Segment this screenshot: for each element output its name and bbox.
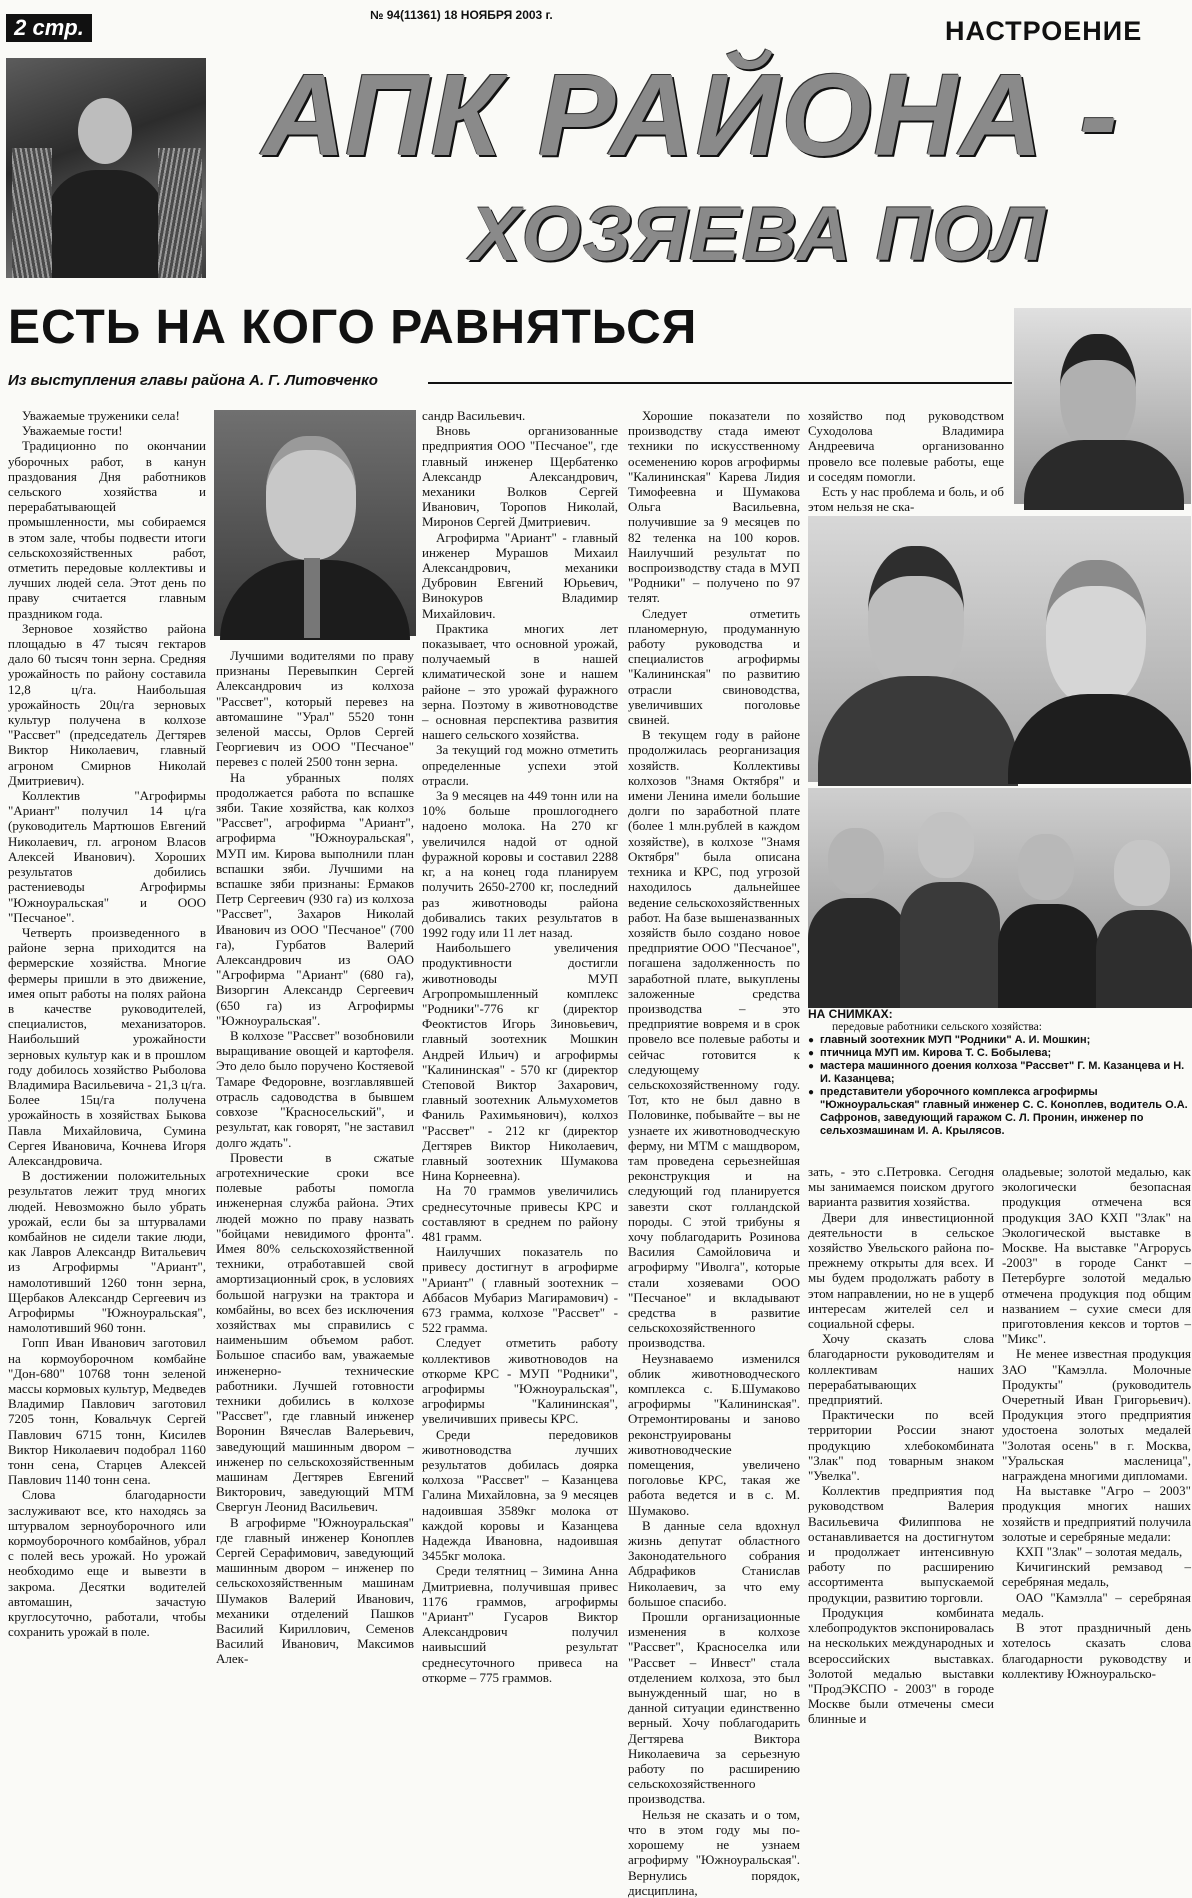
col5-top-paragraph: Есть у нас проблема и боль, и об этом нельзя не ска-: [808, 484, 1004, 515]
col4-paragraph: Хорошие показатели по производству стада имеют техники по искусственному осеменению коров агрофирмы "Калининская" Карева Лидия Тимофеевна и Шумакова Ольга Васильевна, получившие за 9 месяцев по 82 теленка на 100 коров. Наилучший результат по воспроизводству стада в МУП "Родники" – получено по 97 телят.: [628, 408, 800, 606]
col5-bottom-paragraph: зать, - это с.Петровка. Сегодня мы занимаемся поиском другого варианта развития хозяйства.: [808, 1164, 994, 1210]
col6-bottom-paragraph: На выставке "Агро – 2003" продукция многих наших хозяйств и предприятий получила золотые и серебряные медали:: [1002, 1483, 1191, 1544]
col4-paragraph: Неузнаваемо изменился облик животноводческого комплекса с. Б.Шумаково агрофирмы "Калининская". Отремонтированы и заново реконструированы животноводческие помещения, увеличено поголовье КРС, такая же работа ведется и в с. М. Шумаково.: [628, 1350, 800, 1518]
col3-paragraph: Среди телятниц – Зимина Анна Дмитриевна, получившая привес 1176 граммов, агрофирмы "Ариант" Гусаров Виктор Александрович получил наивысший результат среднесуточного привеса на откорме – 775 граммов.: [422, 1563, 618, 1685]
col3-paragraph: Наилучших показатель по привесу достигнут в агрофирме "Ариант" ( главный зоотехник – Аббасов Мубариз Магирамович) - 673 грамма, колхозе "Рассвет" - 522 грамма.: [422, 1244, 618, 1336]
young-man-face: [1060, 334, 1136, 452]
col5-bottom-paragraph: Продукция комбината хлебопродуктов экспонировалась на нескольких международных и всероссийских выставках. Золотой медалью выставки "ПродЭКСПО - 2003" в городе Москве были отмечены смеси блинные и: [808, 1604, 994, 1727]
woman-right-body: [1008, 694, 1191, 784]
issue-date: № 94(11361) 18 НОЯБРЯ 2003 г.: [370, 8, 553, 22]
portrait-sheaf-left: [12, 148, 52, 278]
col3-paragraph: Вновь организованные предприятия ООО "Песчаное", где главный инженер Щербатенко Александр Александрович, механики Волков Сергей Иванович, Торопов Николай, Миронов Сергей Дмитриевич.: [422, 423, 618, 530]
col3-paragraph: Практика многих лет показывает, что основной урожай, получаемый в нашей климатической зоне и нашем районе – это урожай фуражного зерна. Поэтому в животноводстве – основная перспектива развития нашего сельского хозяйства.: [422, 620, 618, 743]
col3-paragraph: На 70 граммов увеличились среднесуточные привесы КРС и составляют в среднем по району 481 грамм.: [422, 1183, 618, 1244]
photo-two-women: [808, 516, 1191, 782]
col6-bottom-paragraph: Не менее известная продукция ЗАО "Камэлла. Молочные Продукты" (руководитель Очеретный Иван Григорьевич). Продукция этого предприятия удостоена золотых медалей "Золотая осень" в г. Москва, "Уральская масленица", награждена многими дипломами.: [1002, 1346, 1191, 1484]
col5-bottom-paragraph: Практически по всей территории России знают продукцию хлебокомбината "Злак" под товарным знаком "Увелка".: [808, 1407, 994, 1484]
col1-paragraph: Коллектив "Агрофирмы "Ариант" получил 14 ц/га (руководитель Мартюшов Евгений Николаевич, гл. агроном Власов Алексей Иванович). Хороших результатов добились растениеводы Агрофирмы "Южноуральская" и ООО "Песчаное".: [8, 788, 206, 925]
col6-bottom-paragraph: Кичигинский ремзавод – серебряная медаль,: [1002, 1559, 1191, 1590]
woman-right-face: [1046, 560, 1146, 706]
article-column-4: [628, 408, 800, 1898]
col5-bottom-paragraph: Хочу сказать слова благодарности руководителям и коллективам наших перерабатывающих предприятий.: [808, 1331, 994, 1408]
article-column-3: [422, 408, 618, 1704]
col1-paragraph: Четверть произведенного в районе зерна приходится на фермерские хозяйства. Многие фермеры пришли в это движение, имея опыт работы на полях района в качестве руководителей, специалистов, механизаторов. Наибольший урожайности зерновых культур как и в прошлом году добилось хозяйство Рыболова Владимира Васильевича - 21,3 ц/га. Более 15ц/га получена урожайность в хозяйствах Быкова Павла Михайловича, Сумина Сергея Ивановича, Кочнева Игоря Александровича.: [8, 924, 206, 1168]
woman-left-face: [868, 546, 964, 692]
col3-paragraph: За текущий год можно отметить определенные успехи этой отрасли.: [422, 742, 618, 788]
col6-bottom-paragraph: КХП "Злак" – золотая медаль,: [1016, 1544, 1183, 1560]
col3-paragraph: За 9 месяцев на 449 тонн или на 10% больше прошлогоднего надоено молока. На 270 кг увеличился надой от одной фуражной коровы и составил 2288 кг, а на конец года планируем получить 2650-2700 кг, последний раз животноводы района добивались таких результатов в 1992 году или 11 лет назад.: [422, 788, 618, 940]
article-column-1: [8, 408, 206, 1704]
man-2-body: [900, 882, 1000, 1008]
col4-paragraph: В данные села вдохнул жизнь депутат областного Законодательного собрания Абдрафиков Станислав Николаевич, за что ему большое спасибо.: [628, 1517, 800, 1609]
col3-paragraph: сандр Васильевич.: [422, 408, 526, 423]
col1-paragraph: Уважаемые гости!: [22, 423, 123, 439]
col5-top-paragraph: хозяйство под руководством Суходолова Владимира Андреевича организованно провело все полевые работы, еще и соседям помогли.: [808, 408, 1004, 484]
portrait-face: [78, 98, 132, 164]
col1-paragraph: Традиционно по окончании уборочных работ, в канун праздования Дня работников сельского хозяйства и перерабатывающей промышленности, мы собираемся в этом зале, чтобы подвести итоги сельскохозяйственных работ, отметить передовые коллективы и лучших людей села. Этот день по праву считается главным праздником года.: [8, 438, 206, 621]
col6-bottom-paragraph: ОАО "Камэлла" – серебряная медаль.: [1002, 1589, 1191, 1620]
col2-paragraph: Лучшими водителями по праву признаны Перевыпкин Сергей Александрович из колхоза "Рассвет", который перевез на автомашине "Урал" 5520 тонн зеленой массы, Орлов Сергей Георгиевич из ООО "Песчаное" перевез с полей 2500 тонн зерна.: [216, 648, 414, 770]
col1-paragraph: Слова благодарности заслуживают все, кто находясь за штурвалом зерноуборочного или кормоуборочного комбайнов, убрал с полей весь урожай. Но урожай необходимо еще и вывезти в закрома. Десятки водителей автомашин, зачастую круглосуточно, работали, чтобы сохранить урожай в поле.: [8, 1487, 206, 1640]
article-column-6-bottom: [1002, 1164, 1191, 1704]
col6-bottom-paragraph: В этот праздничный день хотелось сказать слова благодарности руководству и коллективу Южноуральско-: [1002, 1620, 1191, 1681]
col3-paragraph: Наибольшего увеличения продуктивности достигли животноводы МУП Агропромышленный комплекс "Родники"-776 кг (директор Феоктистов Игорь Зиновьевич, главный зоотехник Мошкин Андрей Ильич) и агрофирмы "Калининская" - 570 кг (директор Степовой Виктор Захарович, главный зоотехник Альмухометов Фаниль Рахимьянович), колхоз "Рассвет" - 212 кг (директор Дегтярев Виктор Николаевич, главный зоотехник Шумакова Нина Корнеевна).: [422, 940, 618, 1184]
man-3-body: [998, 904, 1098, 1008]
caption-item: ● представители уборочного комплекса агрофирмы "Южноуральская" главный инженер С. С. Коноплев, водитель О.А. Сафронов, заведующий гаражом С. Л. Пронин, инженер по сельхозмашинам И. А. Крылясов.: [808, 1086, 1191, 1138]
col6-bottom-paragraph: оладьевые; золотой медалью, как экологически безопасная продукция отмечена вся продукция ЗАО КХП "Злак" на Экологической выставке в Москве. На выставке "Агрорусь -2003" в городе Санкт – Петербурге золотой медалью отмечена продукция под общим названием – сухие смеси для приготовления кексов и тортов – "Микс".: [1002, 1164, 1191, 1347]
article-column-5-bottom: [808, 1164, 994, 1727]
col2-paragraph: В колхозе "Рассвет" возобновили выращивание овощей и картофеля. Это дело было поручено Костяевой Тамаре Федоровне, возглавлявшей отрасль садоводства в бывшем совхозе "Красносельский", и результат, как говорят, "не заставил долго ждать".: [216, 1028, 414, 1150]
col5-bottom-paragraph: Коллектив предприятия под руководством Валерия Васильевича Филиппова не останавливается на достигнутом и продолжает интенсивную работу по расширению ассортимента выпускаемой продукции, развитию торговли.: [808, 1483, 994, 1605]
district-head-tie: [304, 558, 320, 638]
col2-paragraph: В агрофирме "Южноуральская" где главный инженер Коноплев Сергей Серафимович, заведующий машинным двором – инженер по сельскохозяйственным машинам Шумаков Валерий Иванович, механики отделений Пашков Василий Кириллович, Семенов Василий Иванович, Максимов Алек-: [216, 1514, 414, 1667]
col1-paragraph: В достижении положительных результатов лежит труд многих людей. Невозможно было убрать урожай, если бы за штурвалами комбайнов не сидели такие люди, как Лавров Александр Витальевич из Агрофирмы "Ариант", намолотивший 1260 тонн зерна, Щербаков Александр Сергеевич из Агрофирмы "Южноуральская", намолотивший 960 тонн.: [8, 1168, 206, 1336]
col2-paragraph: Провести в сжатые агротехнические сроки все полевые работы помогла инженерная служба района. Этих людей можно по праву назвать "бойцами невидимого фронта". Имея 80% сельскохозяйственной техники, отработавшей свой амортизационный срок, в условиях большой нагрузки на трактора и комбайны, во всех без исключения хозяйствах мы справились с наименьшим объемом работ. Большое спасибо вам, уважаемые инженерно- технические работники. Лучшей готовности техники добились в колхозе "Рассвет", где главный инженер Воронин Вячеслав Валерьевич, заведующий машинным двором – инженер по сельскохозяйственным машинам Дегтярев Евгений Викторович, заведующий МТМ Свергун Леонид Васильевич.: [216, 1149, 414, 1515]
photo-young-man: [1014, 308, 1191, 504]
page-number: [6, 14, 92, 42]
man-1-head: [828, 828, 884, 894]
col4-paragraph: Нельзя не сказать и о том, что в этом году мы по-хорошему не узнаем агрофирму "Южноуральская". Вернулись порядок, дисциплина,: [628, 1806, 800, 1898]
article-byline: Из выступления главы района А. Г. Литовченко: [8, 372, 378, 389]
woman-left-body: [818, 676, 1018, 786]
byline-rule: [428, 382, 1012, 384]
photo-four-men: [808, 788, 1191, 1004]
captions-intro: передовые работники сельского хозяйства:: [832, 1021, 1042, 1033]
district-head-face: [266, 436, 356, 560]
section-title: НАСТРОЕНИЕ: [945, 16, 1143, 46]
captions-title: НА СНИМКАХ:: [808, 1007, 893, 1021]
col1-paragraph: Уважаемые труженики села!: [22, 408, 180, 423]
man-4-head: [1114, 840, 1170, 906]
col1-paragraph: Гопп Иван Иванович заготовил на кормоуборочном комбайне "Дон-680" 10768 тонн зеленой массы кормовых культур, Медведев Владимир Павлович заготовил 7205 тонн, Ковальчук Сергей Павлович 6715 тонн, Кисилев Виктор Николаевич подобрал 1160 тонн сена, Старцев Алексей Павлович 1140 тонн сена.: [8, 1335, 207, 1488]
col5-bottom-paragraph: Двери для инвестиционной деятельности в сельское хозяйство Увельского района по-прежнему открыты для всех. И мы будем продолжать работу в этом направлении, но не в ущерб интересам жителей сел и социальной сферы.: [808, 1209, 994, 1332]
man-1-body: [808, 898, 908, 1008]
portrait-sheaf-right: [158, 148, 202, 278]
article-column-5-top: [808, 408, 1004, 515]
photo-woman-portrait: [6, 58, 206, 278]
page-number-text: 2 стр.: [14, 15, 84, 40]
col4-paragraph: Прошли организационные изменения в колхозе "Рассвет", Красноселка или "Рассвет – Инвест" стала отделением колхоза, это был вынужденный шаг, но в данной ситуации единственно верный. Хочу поблагодарить Дегтярева Виктора Николаевича за серьезную работу по расширению сельскохозяйственного производства.: [628, 1609, 800, 1807]
man-4-body: [1096, 910, 1192, 1008]
article-column-2: [216, 648, 414, 1704]
col4-paragraph: В текущем году в районе продолжилась реорганизация хозяйств. Коллективы колхозов "Знамя Октября" и имени Ленина имели большие долги по заработной плате (более 1 млн.рублей в каждом хозяйстве), в колхозе "Знамя Октября" была описана техника и КРС, под угрозой находилось дальнейшее ведение сельскохозяйственных работ. На базе вышеназванных хозяйств было создано новое предприятие ООО "Песчаное", погашена задолженность по заработной плате, выкуплены заложенные средства производства – это предприятие вовремя и в срок провело все полевые работы и сейчас готовится к следующему сельскохозяйственному году. Тот, кто не был давно в Половинке, побывайте – вы не узнаете их животноводческую ферму, ни МТМ с машдвором, там проведена серьезнейшая реконструкция и на следующий год планируется завезти скот голландской породы. С этой трибуны я хочу поблагодарить Розинова Василия Самойловича и агрофирму "Иволга", которые стали хозяевами ООО "Песчаное" и вкладывают средства в развитие сельскохозяйственного производства.: [628, 727, 800, 1351]
col3-paragraph: Следует отметить работу коллективов животноводов на откорме КРС - МУП "Родники", агрофирмы "Южноуральская", агрофирмы "Калининская", увеличивших привесы КРС.: [422, 1335, 618, 1427]
photo-district-head: [214, 410, 416, 636]
man-2-head: [918, 812, 974, 878]
man-3-head: [1018, 834, 1074, 900]
col3-paragraph: Среди передовиков животноводства лучших результатов добилась доярка колхоза "Рассвет" – Казанцева Галина Михайловна, за 9 месяцев надоившая 3589кг молока от каждой коровы и Казанцева Надежда Ивановна, надоившая 3455кг молока.: [422, 1426, 618, 1564]
article-title: ЕСТЬ НА КОГО РАВНЯТЬСЯ: [8, 301, 698, 354]
caption-item: ● мастера машинного доения колхоза "Рассвет" Г. М. Казанцева и Н. И. Казанцева;: [808, 1060, 1191, 1086]
col4-paragraph: Следует отметить планомерную, продуманную работу руководства и специалистов агрофирмы "Калининская" по развитию отрасли свиноводства, увеличивших поголовье свиней.: [628, 605, 800, 728]
col3-paragraph: Агрофирма "Ариант" - главный инженер Мурашов Михаил Александрович, механики Дубровин Евгений Юрьевич, Винокуров Владимир Михайлович.: [422, 529, 618, 621]
headline-line-2: ХОЗЯЕВА ПОЛ: [470, 192, 1047, 277]
portrait-body: [46, 170, 166, 278]
headline-line-1: АПК РАЙОНА -: [262, 50, 1120, 180]
young-man-body: [1024, 440, 1184, 510]
caption-item: ● главный зоотехник МУП "Родники" А. И. Мошкин;: [808, 1034, 1191, 1047]
photo-captions: [808, 1008, 1191, 1138]
col2-paragraph: На убранных полях продолжается работа по вспашке зяби. Такие хозяйства, как колхоз "Рассвет", агрофирма "Ариант", агрофирма "Южноуральская", МУП им. Кирова выполнили план вспашки зяби. Лучшими на вспашке зяби признаны: Ермаков Петр Сергеевич (930 га) из колхоза "Рассвет", Захаров Николай Иванович из ООО "Песчаное" (700 га), Гурбатов Валерий Александрович из ОАО "Агрофирма "Ариант" (680 га), Визоргин Александр Сергеевич (650 га) из Агрофирмы "Южноуральская".: [216, 769, 414, 1028]
caption-item: ● птичница МУП им. Кирова Т. С. Бобылева;: [808, 1047, 1191, 1060]
col1-paragraph: Зерновое хозяйство района площадью в 47 тысяч гектаров дало 60 тысяч тонн зерна. Средняя урожайность по району составила 12,8 ц/га. Наибольшая урожайность 20ц/га зерновых культур получена в колхозе "Рассвет" (председатель Дегтярев Виктор Николаевич, главный агроном Смирнов Николай Дмитриевич).: [8, 620, 206, 788]
